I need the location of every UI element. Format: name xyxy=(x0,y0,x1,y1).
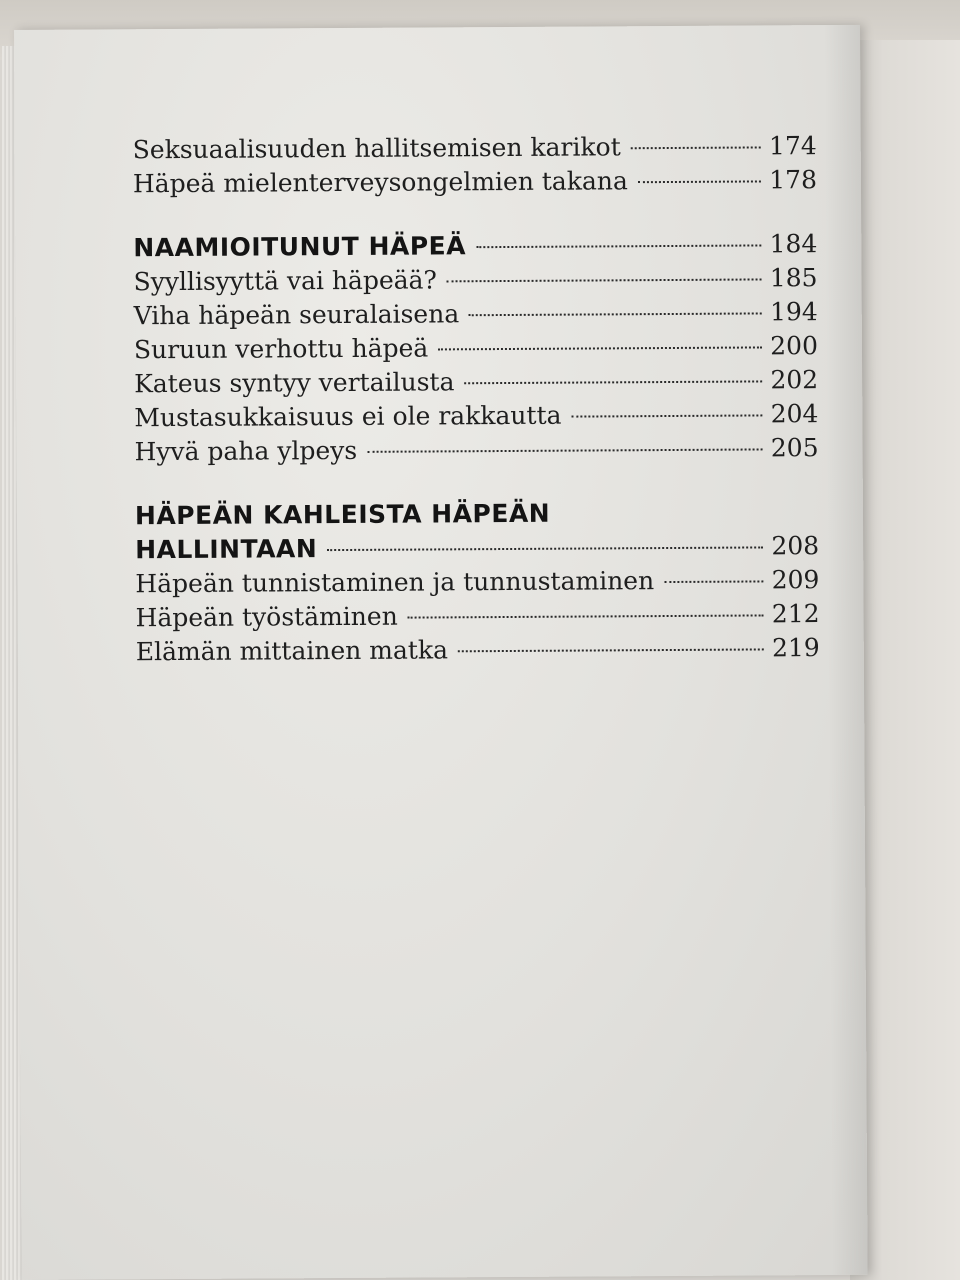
book-page xyxy=(14,25,868,1280)
toc-entry-title: Syyllisyyttä vai häpeää? xyxy=(133,265,437,297)
dot-leader xyxy=(664,580,764,583)
toc-entry-title: Elämän mittainen matka xyxy=(135,635,449,667)
toc-entry-page: 200 xyxy=(770,331,819,361)
toc-entry-title: Häpeän työstäminen xyxy=(135,601,398,633)
dot-leader xyxy=(631,146,761,149)
toc-entry-title: Mustasukkaisuus ei ole rakkautta xyxy=(134,400,562,433)
section-page: 208 xyxy=(771,531,820,561)
toc-entry-title: Suruun verhottu häpeä xyxy=(133,333,429,365)
section-page: 184 xyxy=(769,229,818,259)
toc-entry-page: 205 xyxy=(770,433,819,463)
toc-entry-page: 219 xyxy=(771,633,820,663)
toc-entry-title: Seksuaalisuuden hallitsemisen karikot xyxy=(132,132,621,165)
toc-entry-title: Häpeä mielenterveysongelmien takana xyxy=(132,166,628,199)
toc-section-heading xyxy=(133,227,817,265)
dot-leader xyxy=(464,380,762,384)
dot-leader xyxy=(408,614,764,618)
toc-entry-title: Viha häpeän seuralaisena xyxy=(133,299,460,331)
toc-entry-page: 194 xyxy=(769,297,818,327)
toc-entry xyxy=(134,363,818,401)
toc-entry-page: 174 xyxy=(768,131,817,161)
section-title-line1: HÄPEÄN KAHLEISTA HÄPEÄN xyxy=(134,498,551,531)
toc-entry-page: 178 xyxy=(769,165,818,195)
dot-leader xyxy=(327,546,763,551)
section-title: NAAMIOITUNUT HÄPEÄ xyxy=(133,231,467,263)
toc-entry-page: 202 xyxy=(770,365,819,395)
toc-entry xyxy=(133,129,817,167)
toc-entry xyxy=(136,631,820,669)
dot-leader xyxy=(458,648,764,652)
toc-entry xyxy=(134,295,818,333)
toc-entry xyxy=(134,397,818,435)
toc-entry xyxy=(133,261,817,299)
table-of-contents xyxy=(133,129,820,669)
gutter-shadow xyxy=(824,25,868,1275)
toc-entry xyxy=(135,563,819,601)
dot-leader xyxy=(476,244,762,248)
toc-entry xyxy=(133,163,817,201)
section-title-line2: HALLINTAAN xyxy=(135,534,318,565)
dot-leader xyxy=(638,180,761,183)
dot-leader xyxy=(469,312,762,316)
dot-leader xyxy=(438,346,762,350)
toc-entry-page: 209 xyxy=(771,565,820,595)
dot-leader xyxy=(367,448,763,452)
dot-leader xyxy=(571,414,762,417)
dot-leader xyxy=(447,278,762,282)
toc-entry-title: Häpeän tunnistaminen ja tunnustaminen xyxy=(135,566,655,599)
toc-section-heading xyxy=(135,529,819,567)
toc-entry-page: 185 xyxy=(769,263,818,293)
toc-entry-page: 204 xyxy=(770,399,819,429)
toc-entry xyxy=(135,597,819,635)
toc-entry xyxy=(134,431,818,469)
toc-entry-title: Hyvä paha ylpeys xyxy=(134,435,358,467)
toc-entry-page: 212 xyxy=(771,599,820,629)
toc-entry-title: Kateus syntyy vertailusta xyxy=(134,367,455,399)
toc-entry xyxy=(134,329,818,367)
